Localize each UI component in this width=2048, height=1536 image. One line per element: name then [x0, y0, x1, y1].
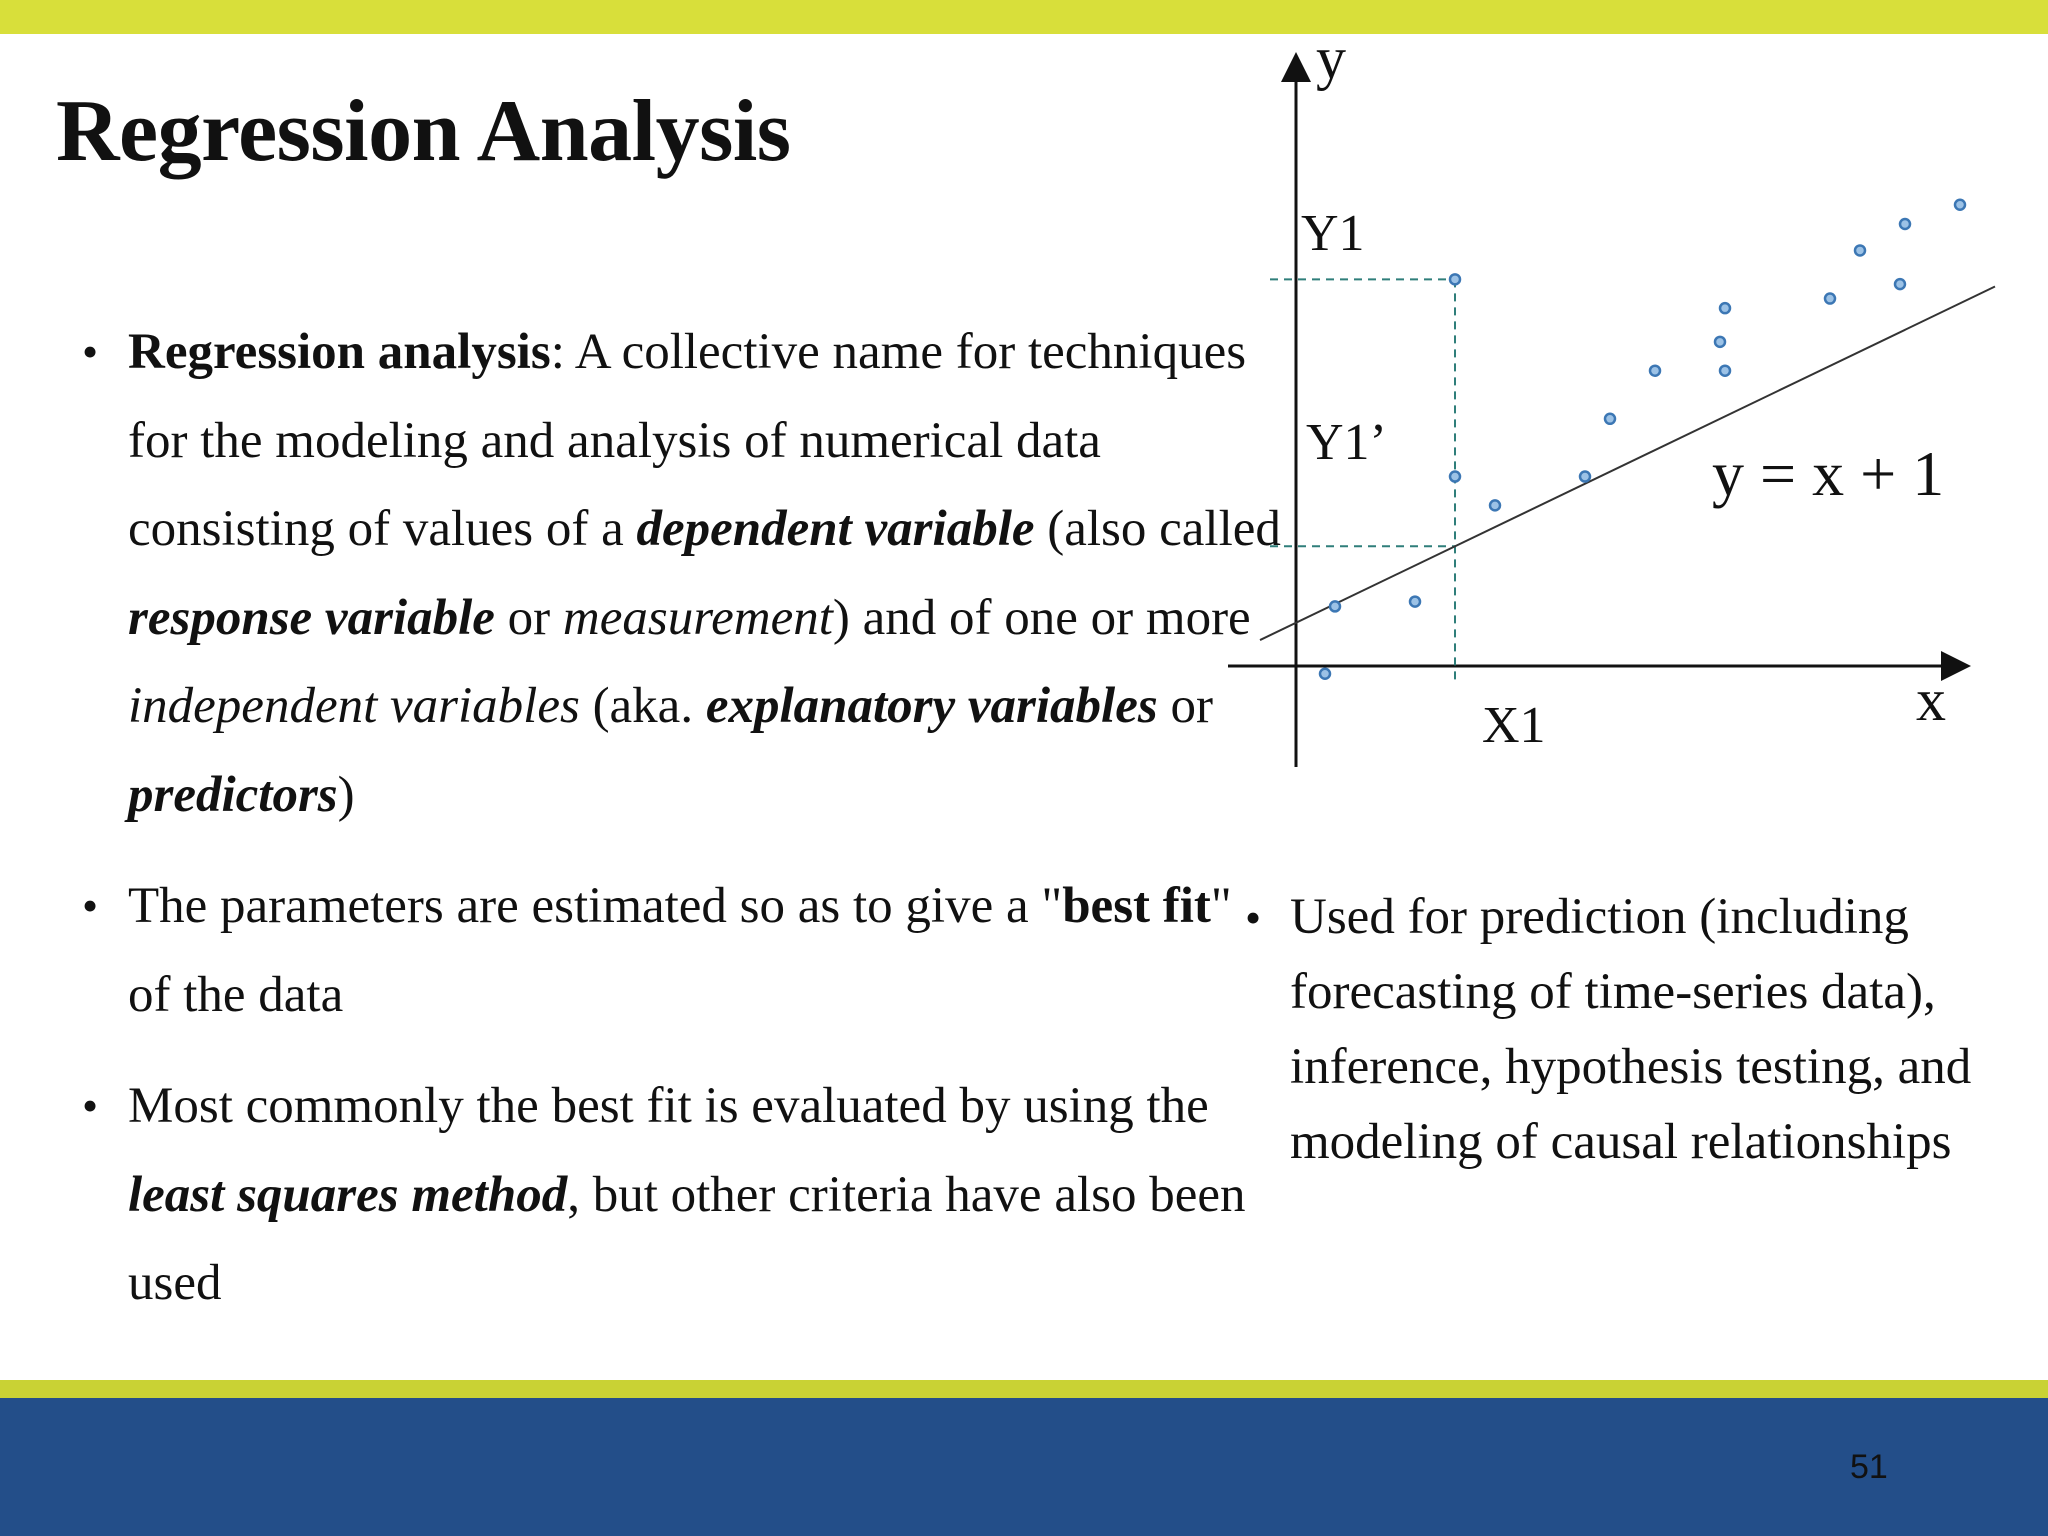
regression-chart	[1210, 34, 2040, 794]
bullet-text: The parameters are estimated so as to give a "	[128, 878, 1063, 934]
bullet-text: ) and of one or more	[832, 589, 1251, 646]
italic-term: independent variables	[128, 678, 580, 734]
emphasis-term: response variable	[128, 589, 495, 646]
data-point	[1825, 294, 1835, 304]
bullet-text: )	[337, 766, 355, 823]
emphasis-term: predictors	[128, 766, 338, 823]
emphasis-term: explanatory variables	[705, 678, 1158, 734]
data-point	[1330, 601, 1340, 611]
x1-label: X1	[1482, 697, 1546, 754]
footer-accent-line	[0, 1380, 2048, 1398]
data-point	[1410, 597, 1420, 607]
top-accent-bar	[0, 0, 2048, 34]
data-point	[1450, 472, 1460, 482]
bullet-text: Used for prediction (including forecasting of time-series data), inference, hypothesis testing, and modeling of causal relationships	[1290, 889, 1972, 1170]
data-point	[1715, 337, 1725, 347]
y1-label: Y1	[1301, 205, 1365, 262]
bullet-text: " of the data	[128, 878, 1232, 1023]
bullet-item	[82, 1062, 1282, 1328]
data-point	[1605, 414, 1615, 424]
bullet-text: or	[1157, 678, 1213, 734]
data-point	[1955, 200, 1965, 210]
emphasis-term: dependent variable	[636, 501, 1035, 557]
data-point	[1650, 366, 1660, 376]
right-bullet-list	[1245, 880, 2045, 1180]
data-point	[1855, 245, 1865, 255]
bullet-item	[1245, 880, 2045, 1180]
data-point	[1720, 366, 1730, 376]
y-axis-label: y	[1316, 34, 1346, 91]
y1-fit-label: Y1’	[1306, 414, 1387, 471]
x-axis-label: x	[1916, 667, 1946, 733]
bullet-text: : A collective name for techniques for the modeling and analysis of numerical data consisting of values of a	[128, 324, 1247, 557]
bullet-dot: •	[1245, 892, 1262, 943]
left-bullet-list	[82, 308, 1282, 1351]
italic-term: measurement	[562, 589, 833, 646]
term-regression-analysis: Regression analysis	[128, 324, 551, 380]
bullet-text: Most commonly the best fit is evaluated by using the	[128, 1078, 1209, 1134]
emphasis-term: least squares method	[128, 1166, 568, 1223]
y1-point	[1450, 274, 1460, 284]
regression-equation: y = x + 1	[1712, 438, 1945, 509]
data-point	[1720, 303, 1730, 313]
bullet-dot: •	[82, 326, 99, 377]
page-number: 51	[1850, 1448, 1888, 1486]
bullet-item	[82, 862, 1282, 1039]
data-point	[1900, 219, 1910, 229]
bold-term: best fit	[1062, 878, 1211, 934]
data-point	[1580, 472, 1590, 482]
data-point	[1490, 500, 1500, 510]
footer-band	[0, 1398, 2048, 1536]
bullet-dot: •	[82, 1080, 99, 1131]
bullet-item	[82, 308, 1282, 839]
data-point	[1895, 279, 1905, 289]
bullet-text: or	[494, 589, 563, 646]
data-point	[1320, 669, 1330, 679]
bullet-text: (aka.	[579, 678, 706, 734]
slide-title: Regression Analysis	[56, 83, 791, 180]
bullet-text: (also called	[1034, 501, 1281, 557]
bullet-dot: •	[82, 880, 99, 931]
bullet-text: , but other criteria have also been used	[128, 1166, 1246, 1311]
